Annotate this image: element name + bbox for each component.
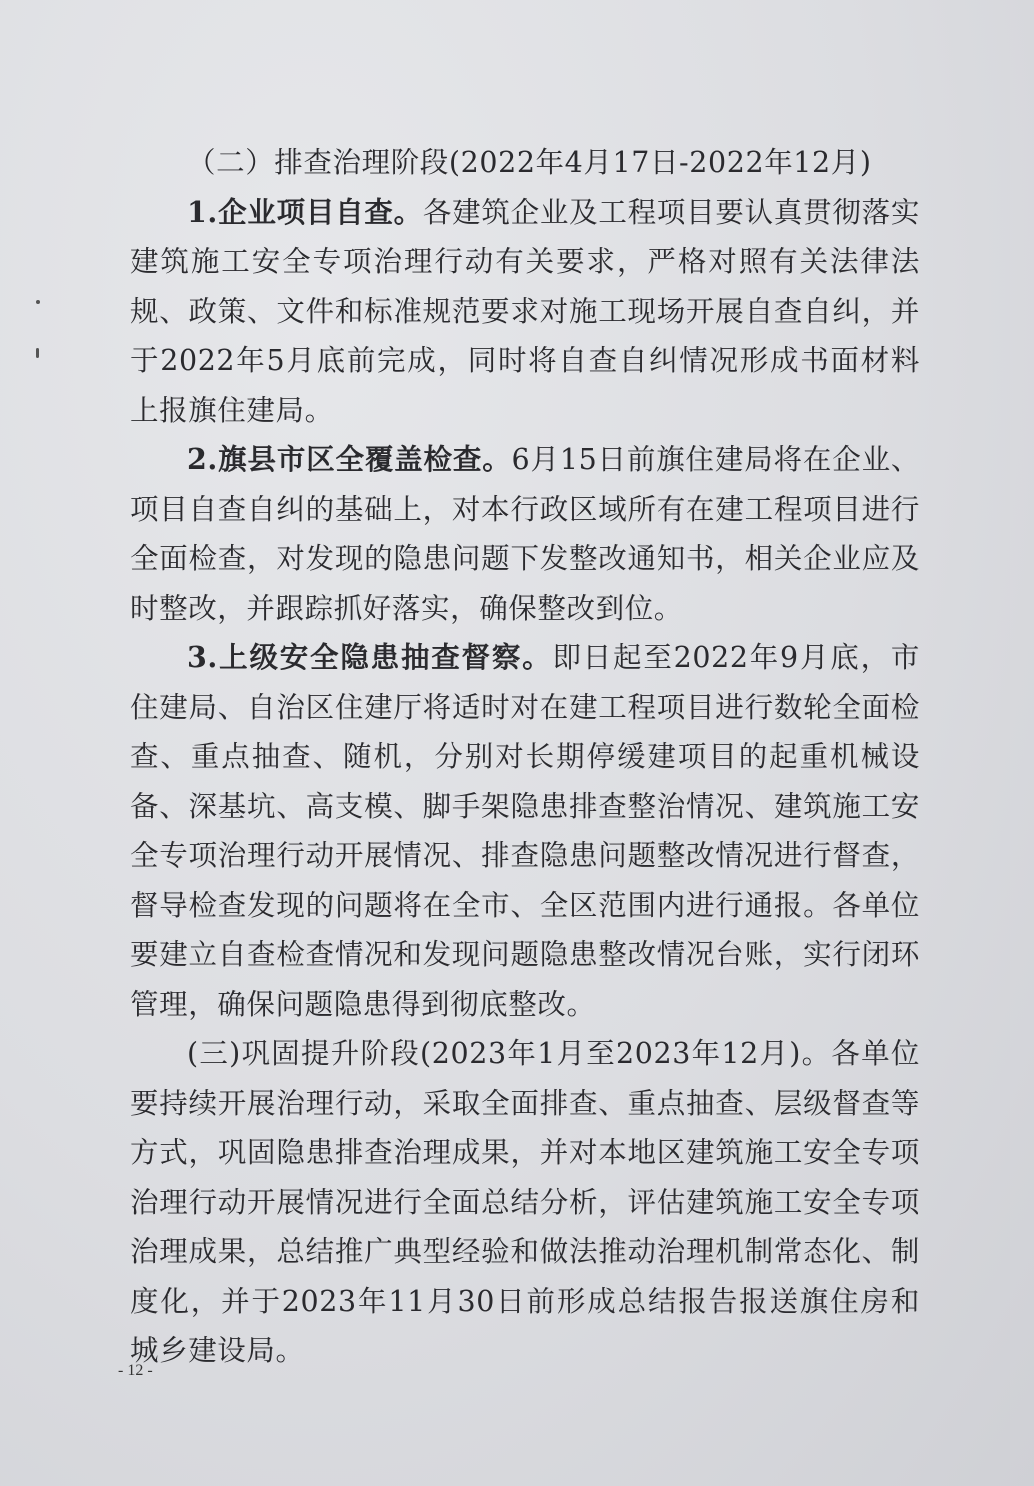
scan-speck [36, 300, 40, 304]
paragraph-lead: 2.旗县市区全覆盖检查。 [187, 442, 512, 476]
document-body [130, 138, 920, 1376]
paragraph-text: 即日起至2022年9月底，市住建局、自治区住建厅将适时对在建工程项目进行数轮全面检查、重点抽查、随机，分别对长期停缓建项目的起重机械设备、深基坑、高支模、脚手架隐患排查整治情况、建筑施工安全专项治理行动开展情况、排查隐患问题整改情况进行督查，督导检查发现的问题将在全市、全区范围内进行通报。各单位要建立自查检查情况和发现问题隐患整改情况台账，实行闭环管理，确保问题隐患得到彻底整改。 [130, 641, 920, 1021]
page-number: - 12 - [118, 1362, 153, 1379]
item-superior-spot-check [130, 633, 920, 1029]
item-enterprise-self-check [130, 188, 920, 436]
paragraph-lead: 1.企业项目自查。 [187, 194, 423, 229]
scan-speck [36, 348, 39, 358]
section-heading-3 [130, 1029, 920, 1376]
paragraph-text: (三)巩固提升阶段(2023年1月至2023年12月)。各单位要持续开展治理行动，采取全面排查、重点抽查、层级督查等方式，巩固隐患排查治理成果，并对本地区建筑施工安全专项治理行动开展情况进行全面总结分析，评估建筑施工安全专项治理成果，总结推广典型经验和做法推动治理机制常态化、制度化，并于2023年11月30日前形成总结报告报送旗住房和城乡建设局。 [130, 1037, 920, 1367]
item-full-coverage-inspection [130, 435, 920, 633]
paragraph-text: 各建筑企业及工程项目要认真贯彻落实建筑施工安全专项治理行动有关要求，严格对照有关法律法规、政策、文件和标准规范要求对施工现场开展自查自纠，并于2022年5月底前完成，同时将自查自纠情况形成书面材料上报旗住建局。 [130, 195, 921, 427]
paragraph-text: （二）排查治理阶段(2022年4月17日-2022年12月) [187, 146, 872, 179]
paragraph-lead: 3.上级安全隐患抽查督察。 [187, 640, 553, 674]
section-heading-2 [130, 138, 920, 188]
paragraph-text: 6月15日前旗住建局将在企业、项目自查自纠的基础上，对本行政区域所有在建工程项目进行全面检查，对发现的隐患问题下发整改通知书，相关企业应及时整改，并跟踪抓好落实，确保整改到位。 [130, 443, 921, 625]
